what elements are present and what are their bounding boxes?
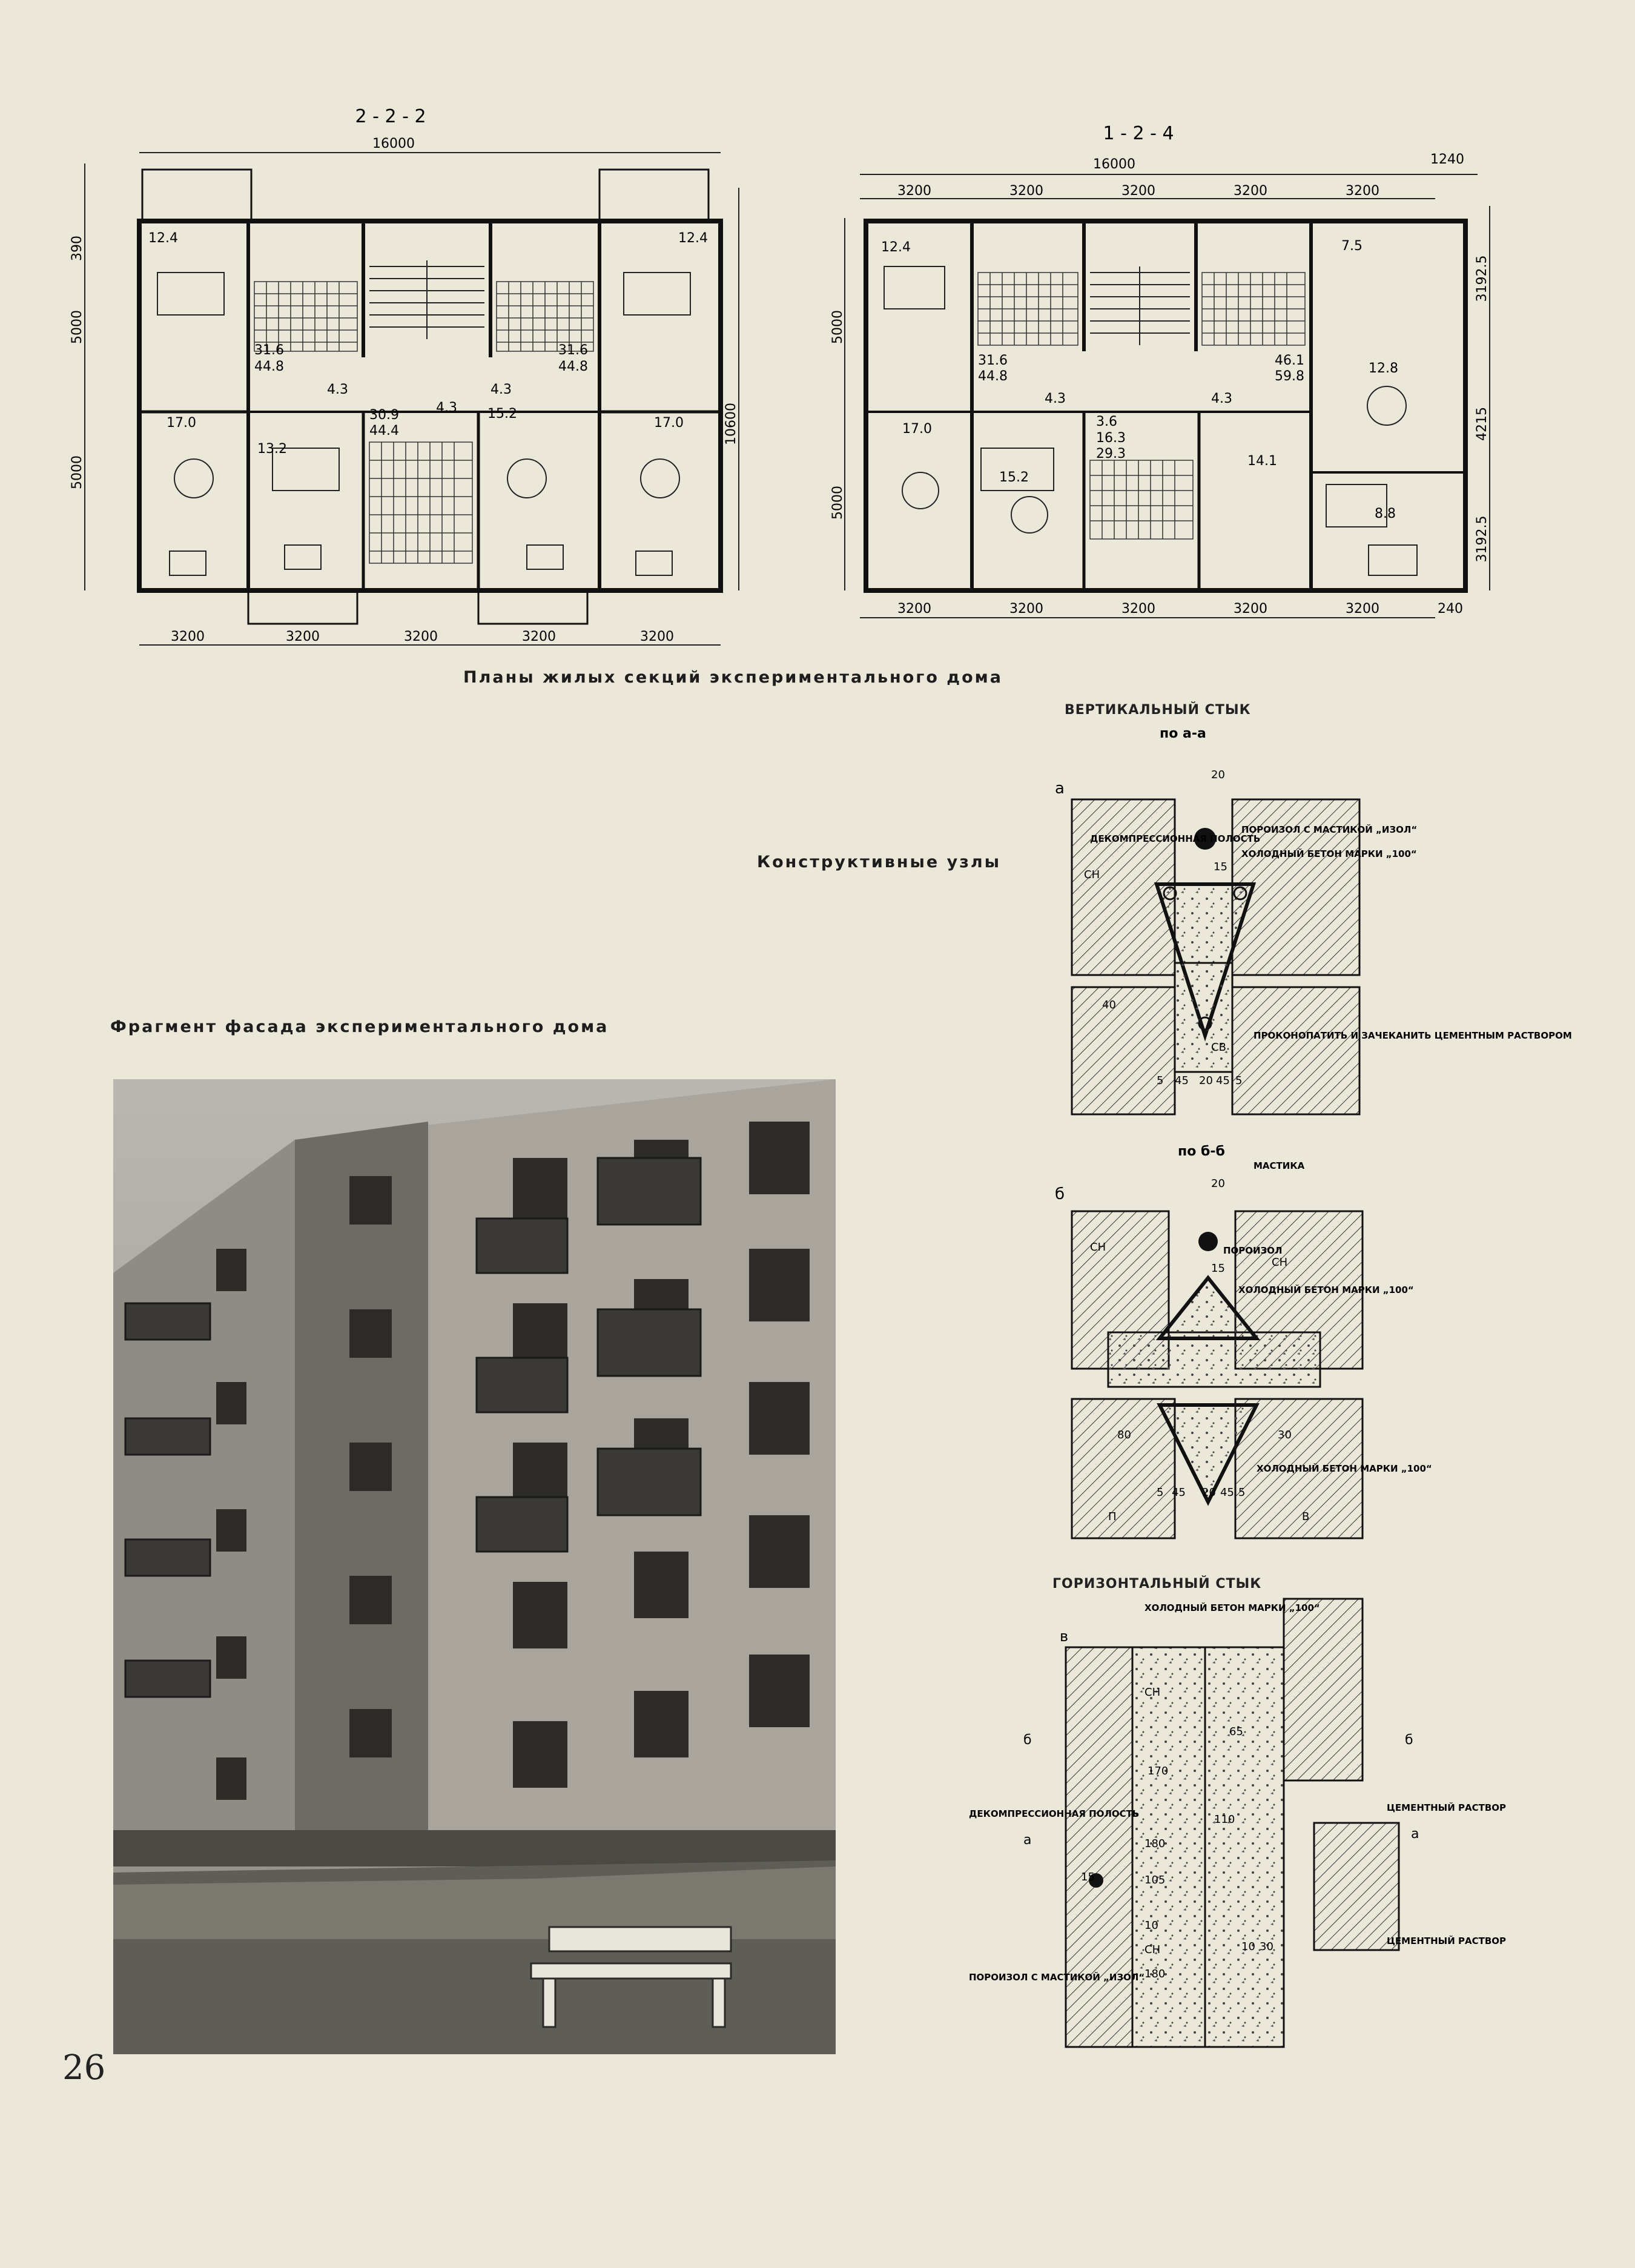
svg-text:45: 45 <box>1220 1486 1234 1499</box>
svg-text:5: 5 <box>1157 1074 1164 1087</box>
svg-text:29.3: 29.3 <box>1096 446 1126 461</box>
svg-text:б: б <box>1405 1733 1413 1748</box>
svg-text:СВ: СВ <box>1211 1041 1226 1054</box>
svg-text:по б-б: по б-б <box>1178 1144 1225 1159</box>
svg-text:5000: 5000 <box>70 455 85 489</box>
svg-text:16.3: 16.3 <box>1096 431 1126 446</box>
svg-text:31.6: 31.6 <box>254 343 284 358</box>
svg-text:3200: 3200 <box>1121 601 1155 617</box>
svg-text:СН: СН <box>1144 1686 1161 1699</box>
svg-text:30.9: 30.9 <box>369 408 399 423</box>
structural-caption: Конструктивные узлы <box>757 853 1002 871</box>
svg-text:5: 5 <box>1157 1486 1164 1499</box>
svg-text:31.6: 31.6 <box>978 353 1008 368</box>
svg-text:65: 65 <box>1229 1725 1243 1738</box>
svg-text:180: 180 <box>1144 1837 1166 1850</box>
vertical-joint-title: ВЕРТИКАЛЬНЫЙ СТЫК <box>1065 703 1251 718</box>
svg-text:ПОРОИЗОЛ С МАСТИКОЙ „ИЗОЛ“: ПОРОИЗОЛ С МАСТИКОЙ „ИЗОЛ“ <box>969 1972 1145 1983</box>
svg-text:20: 20 <box>1211 1177 1225 1190</box>
svg-text:ПОРОИЗОЛ: ПОРОИЗОЛ <box>1223 1245 1283 1256</box>
svg-text:16000: 16000 <box>1093 157 1135 172</box>
svg-text:4.3: 4.3 <box>327 382 348 397</box>
svg-text:80: 80 <box>1117 1429 1131 1441</box>
floor-plan-1-2-4 <box>830 121 1526 666</box>
svg-text:ХОЛОДНЫЙ БЕТОН МАРКИ „100“: ХОЛОДНЫЙ БЕТОН МАРКИ „100“ <box>1238 1284 1414 1295</box>
svg-text:13.2: 13.2 <box>257 441 287 457</box>
svg-text:10: 10 <box>1144 1919 1158 1932</box>
svg-text:СН: СН <box>1144 1943 1161 1956</box>
svg-text:В: В <box>1302 1510 1310 1523</box>
svg-text:5000: 5000 <box>830 310 845 344</box>
svg-text:105: 105 <box>1144 1874 1166 1886</box>
svg-text:СН: СН <box>1090 1241 1106 1254</box>
svg-text:3200: 3200 <box>522 629 556 644</box>
svg-text:3200: 3200 <box>1121 183 1155 199</box>
svg-text:3200: 3200 <box>897 183 931 199</box>
svg-text:СН: СН <box>1084 868 1100 881</box>
svg-text:17.0: 17.0 <box>167 415 196 431</box>
svg-text:ХОЛОДНЫЙ БЕТОН МАРКИ „100“: ХОЛОДНЫЙ БЕТОН МАРКИ „100“ <box>1144 1602 1320 1613</box>
svg-text:ЦЕМЕНТНЫЙ РАСТВОР: ЦЕМЕНТНЫЙ РАСТВОР <box>1387 1802 1507 1813</box>
plan-label: 2 - 2 - 2 <box>355 106 426 127</box>
svg-text:40: 40 <box>1102 999 1116 1011</box>
svg-text:4.3: 4.3 <box>1211 391 1232 406</box>
svg-text:3192.5: 3192.5 <box>1475 255 1490 302</box>
svg-text:4.3: 4.3 <box>490 382 512 397</box>
svg-text:44.8: 44.8 <box>978 369 1008 384</box>
svg-text:4.3: 4.3 <box>436 400 457 415</box>
svg-text:45: 45 <box>1172 1486 1186 1499</box>
svg-text:3200: 3200 <box>1234 183 1267 199</box>
svg-text:7.5: 7.5 <box>1341 239 1362 254</box>
svg-text:ДЕКОМПРЕССИОННАЯ ПОЛОСТЬ: ДЕКОМПРЕССИОННАЯ ПОЛОСТЬ <box>969 1808 1140 1819</box>
svg-text:ДЕКОМПРЕССИОННАЯ ПОЛОСТЬ: ДЕКОМПРЕССИОННАЯ ПОЛОСТЬ <box>1090 833 1261 844</box>
svg-text:3200: 3200 <box>171 629 205 644</box>
svg-text:15.2: 15.2 <box>999 470 1029 485</box>
overall-width: 16000 <box>372 136 415 151</box>
svg-text:10600: 10600 <box>724 403 739 445</box>
plans-caption: Планы жилых секций экспериментального дома <box>463 668 1003 687</box>
svg-text:3200: 3200 <box>404 629 438 644</box>
svg-text:3200: 3200 <box>1009 601 1043 617</box>
svg-text:12.4: 12.4 <box>148 231 178 246</box>
svg-text:б: б <box>1023 1733 1032 1748</box>
vertical-joint-section-a <box>1029 721 1572 1132</box>
vertical-joint-section-b <box>1029 1139 1490 1562</box>
svg-text:46.1: 46.1 <box>1275 353 1304 368</box>
svg-text:10: 10 <box>1241 1940 1255 1953</box>
svg-text:15: 15 <box>1214 861 1227 873</box>
page-number: 26 <box>62 2048 106 2088</box>
svg-text:5000: 5000 <box>830 486 845 520</box>
svg-text:17.0: 17.0 <box>902 422 932 437</box>
svg-text:3200: 3200 <box>897 601 931 617</box>
svg-text:ХОЛОДНЫЙ БЕТОН МАРКИ „100“: ХОЛОДНЫЙ БЕТОН МАРКИ „100“ <box>1257 1463 1432 1474</box>
svg-text:12.4: 12.4 <box>881 240 911 255</box>
floor-plan-2-2-2 <box>67 97 763 666</box>
svg-text:а: а <box>1055 779 1065 798</box>
svg-text:ХОЛОДНЫЙ БЕТОН МАРКИ „100“: ХОЛОДНЫЙ БЕТОН МАРКИ „100“ <box>1241 848 1417 859</box>
svg-text:44.4: 44.4 <box>369 423 399 438</box>
svg-text:в: в <box>1060 1628 1069 1645</box>
svg-text:30: 30 <box>1260 1940 1273 1953</box>
svg-text:5: 5 <box>1235 1074 1243 1087</box>
facade-photo <box>113 1079 836 2054</box>
svg-text:20: 20 <box>1211 769 1225 781</box>
svg-text:3200: 3200 <box>1009 183 1043 199</box>
svg-text:45: 45 <box>1175 1074 1189 1087</box>
svg-text:5: 5 <box>1238 1486 1246 1499</box>
svg-text:12.4: 12.4 <box>678 231 708 246</box>
svg-text:31.6: 31.6 <box>558 343 588 358</box>
svg-text:4215: 4215 <box>1475 407 1490 441</box>
svg-text:ЦЕМЕНТНЫЙ РАСТВОР: ЦЕМЕНТНЫЙ РАСТВОР <box>1387 1936 1507 1946</box>
svg-text:15: 15 <box>1081 1871 1095 1883</box>
facade-caption: Фрагмент фасада экспериментального дома <box>110 1017 609 1036</box>
plan-label: 1 - 2 - 4 <box>1103 123 1174 144</box>
horizontal-joint-title: ГОРИЗОНТАЛЬНЫЙ СТЫК <box>1052 1576 1262 1592</box>
svg-text:а: а <box>1411 1827 1419 1842</box>
svg-text:б: б <box>1055 1185 1065 1203</box>
svg-text:3192.5: 3192.5 <box>1475 515 1490 563</box>
svg-text:3200: 3200 <box>1346 601 1379 617</box>
svg-text:45: 45 <box>1216 1074 1230 1087</box>
svg-text:5000: 5000 <box>70 310 85 344</box>
svg-text:390: 390 <box>70 236 85 261</box>
svg-text:ПОРОИЗОЛ С МАСТИКОЙ „ИЗОЛ“: ПОРОИЗОЛ С МАСТИКОЙ „ИЗОЛ“ <box>1241 824 1418 835</box>
svg-text:3.6: 3.6 <box>1096 414 1117 429</box>
plan-1-2-4-drawing <box>830 121 1526 666</box>
svg-text:14.1: 14.1 <box>1247 454 1277 469</box>
horizontal-joint-drawing-wrap <box>945 1593 1507 2077</box>
svg-text:МАСТИКА: МАСТИКА <box>1254 1160 1305 1171</box>
svg-text:4.3: 4.3 <box>1045 391 1066 406</box>
svg-text:3200: 3200 <box>286 629 320 644</box>
svg-text:15: 15 <box>1211 1262 1225 1275</box>
joint-a-drawing <box>1029 721 1572 1132</box>
svg-text:15.2: 15.2 <box>487 406 517 422</box>
svg-text:44.8: 44.8 <box>558 359 588 374</box>
facade-photo-illustration <box>113 1079 836 2054</box>
svg-text:12.8: 12.8 <box>1369 361 1398 376</box>
svg-text:по а-а: по а-а <box>1160 726 1206 741</box>
svg-text:30: 30 <box>1278 1429 1292 1441</box>
svg-text:3200: 3200 <box>1234 601 1267 617</box>
plan-2-2-2-drawing <box>67 97 763 666</box>
svg-text:110: 110 <box>1214 1813 1235 1826</box>
svg-text:240: 240 <box>1438 601 1463 617</box>
svg-text:1240: 1240 <box>1430 152 1464 167</box>
svg-text:44.8: 44.8 <box>254 359 284 374</box>
svg-text:СН: СН <box>1272 1256 1288 1269</box>
svg-text:59.8: 59.8 <box>1275 369 1304 384</box>
svg-text:17.0: 17.0 <box>654 415 684 431</box>
svg-text:3200: 3200 <box>640 629 674 644</box>
svg-text:П: П <box>1108 1510 1117 1523</box>
svg-text:8.8: 8.8 <box>1375 506 1396 521</box>
svg-text:20: 20 <box>1202 1486 1216 1499</box>
svg-text:ПРОКОНОПАТИТЬ И ЗАЧЕКАНИТЬ ЦЕМ: ПРОКОНОПАТИТЬ И ЗАЧЕКАНИТЬ ЦЕМЕНТНЫМ РАСТВОРОМ <box>1254 1030 1572 1041</box>
joint-b-drawing <box>1029 1139 1490 1562</box>
svg-text:3200: 3200 <box>1346 183 1379 199</box>
svg-text:170: 170 <box>1148 1765 1169 1777</box>
svg-text:20: 20 <box>1199 1074 1213 1087</box>
horizontal-joint-drawing <box>945 1593 1507 2077</box>
svg-text:а: а <box>1023 1833 1032 1848</box>
svg-text:180: 180 <box>1144 1968 1166 1980</box>
